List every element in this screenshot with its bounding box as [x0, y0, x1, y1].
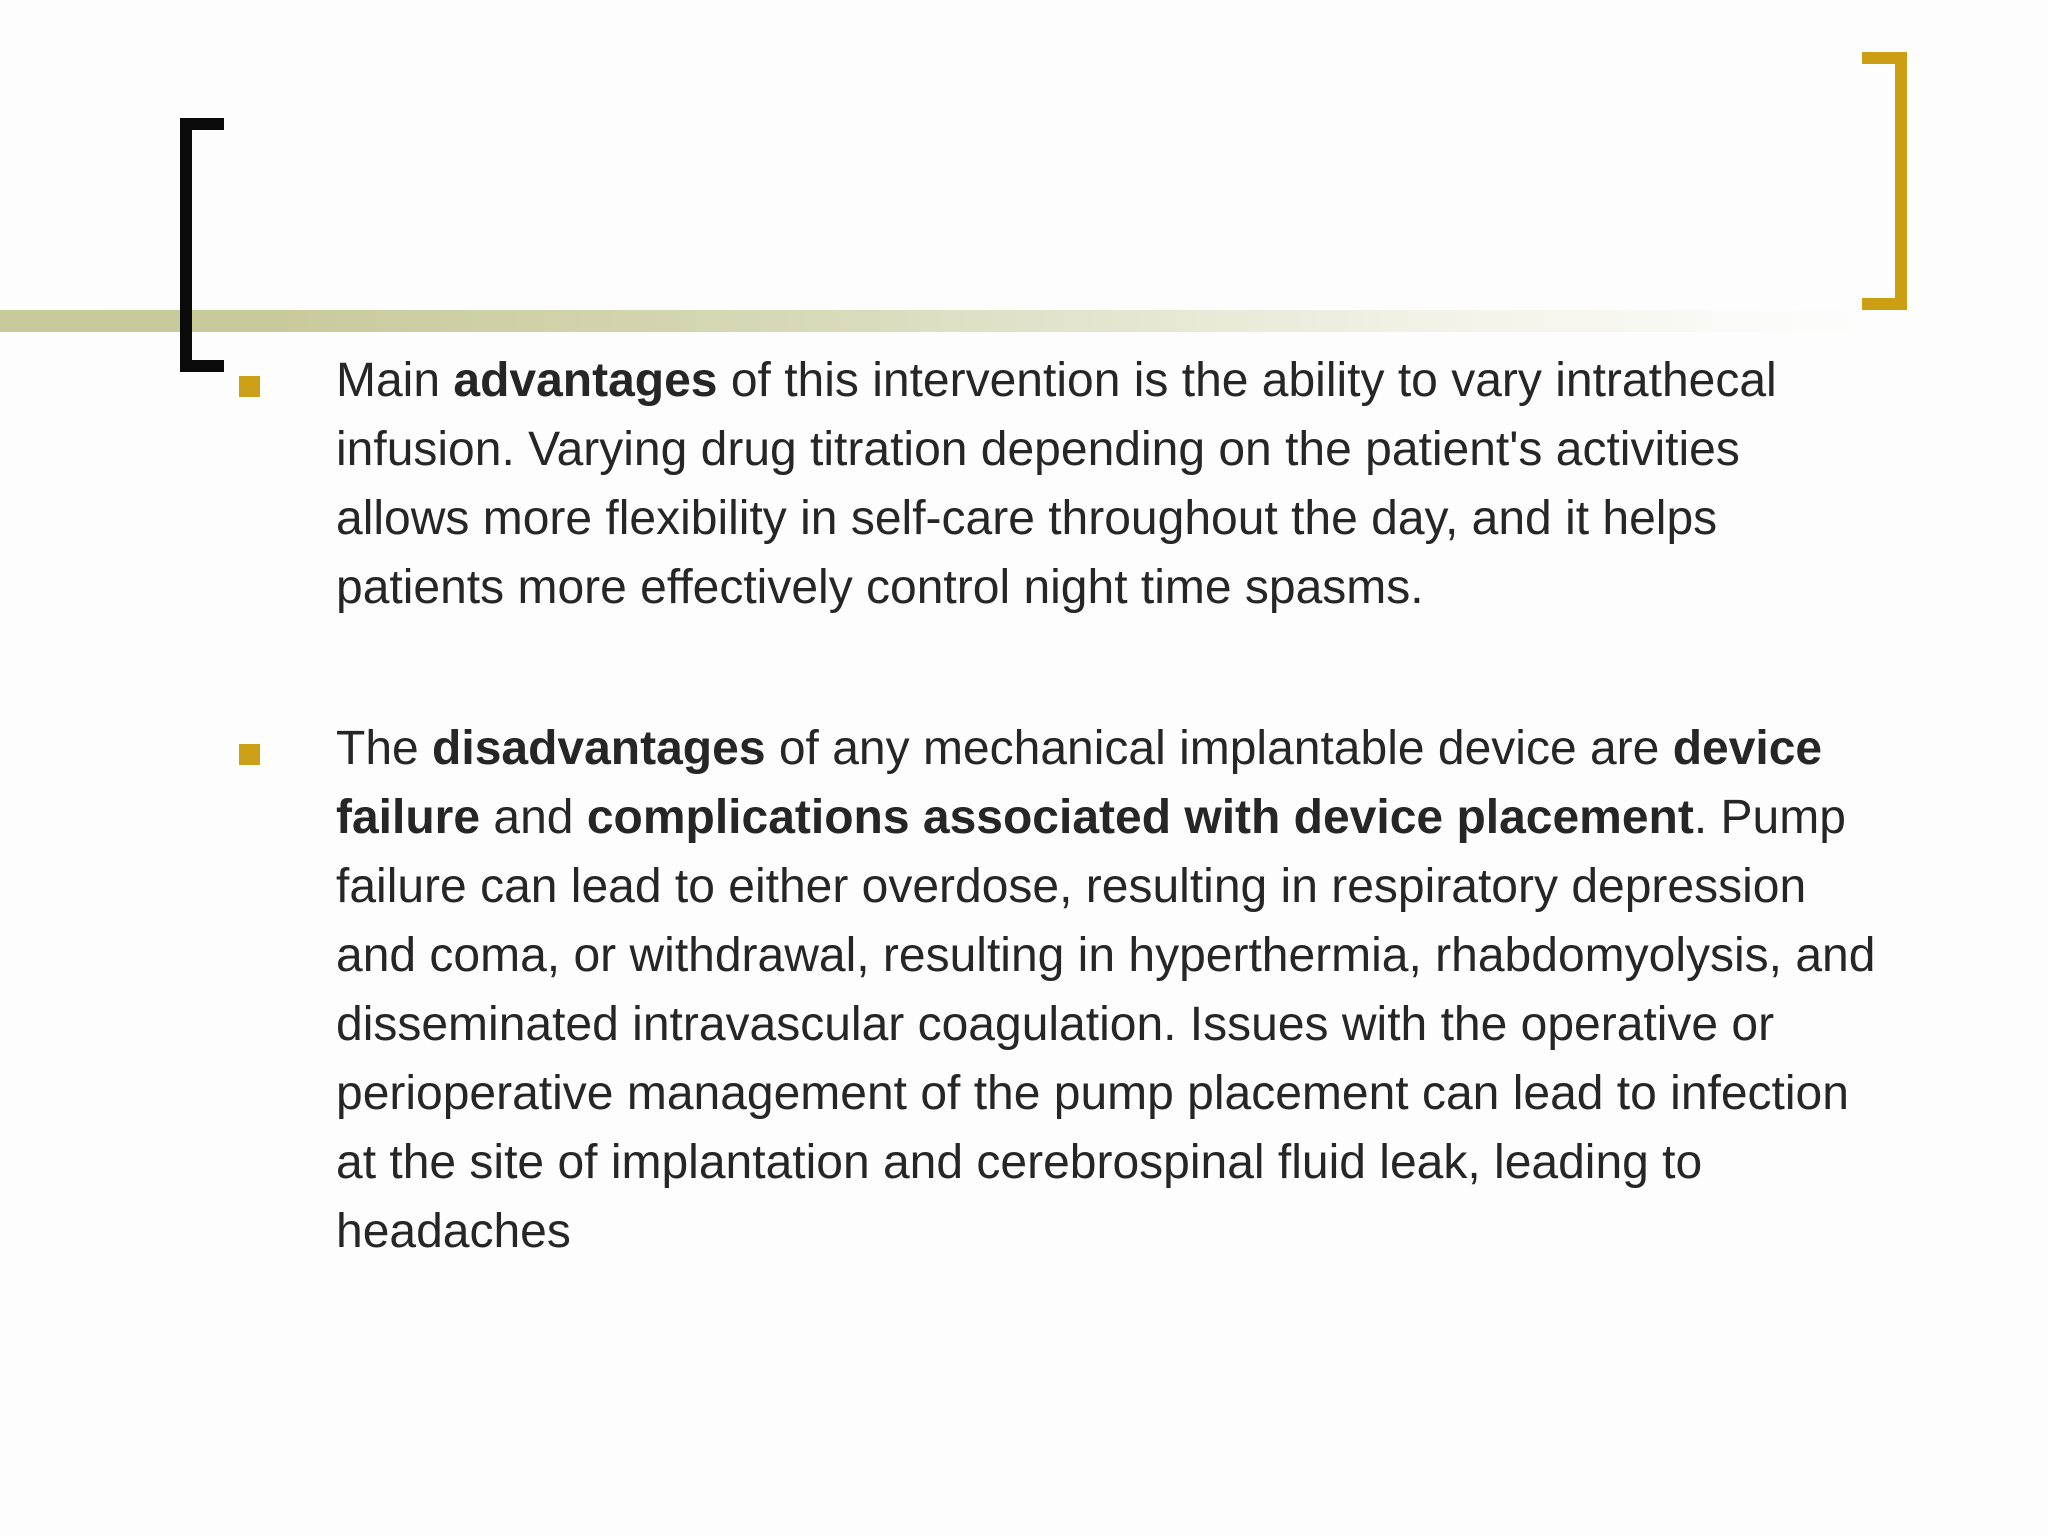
bullet-list — [236, 346, 1876, 1266]
bullet-text-bold: complications associated with device placement — [586, 791, 1694, 844]
bullet-text: Main — [336, 354, 454, 407]
bullet-advantages — [236, 346, 1876, 622]
title-band — [0, 310, 1860, 332]
bullet-text: of this intervention is the ability to vary intrathecal infusion. Varying drug titration depending on the patient's activities allows more flexibility in self-care throughout the day, and it helps patients more effectively control night time spasms. — [336, 354, 1777, 614]
right-bracket-decoration — [1862, 52, 1907, 310]
bullet-disadvantages — [236, 714, 1876, 1266]
bullet-text-bold: disadvantages — [432, 722, 766, 775]
left-bracket-decoration — [180, 118, 224, 372]
bullet-text: and — [480, 791, 587, 844]
bullet-text: of any mechanical implantable device are — [765, 722, 1673, 775]
square-bullet-icon — [239, 376, 260, 397]
bullet-text: . Pump failure can lead to either overdose, resulting in respiratory depression and coma, or withdrawal, resulting in hyperthermia, rhabdomyolysis, and disseminated intravascular coagulation. Issues with the operative or perioperative management of the pump placement can lead to infection at the site of implantation and cerebrospinal fluid leak, leading to headaches — [336, 791, 1876, 1258]
bullet-text-bold: advantages — [453, 354, 718, 407]
bullet-text-bold: device failure — [336, 722, 1823, 844]
bullet-text: The — [336, 722, 433, 775]
square-bullet-icon — [239, 744, 260, 765]
